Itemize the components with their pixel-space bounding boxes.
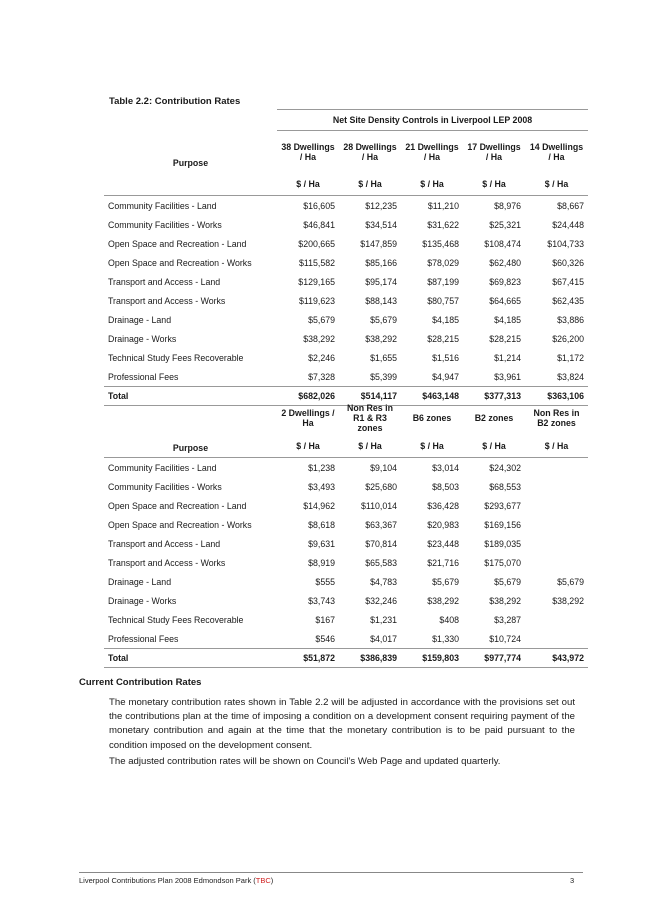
unit-header: $ / Ha [463, 435, 525, 458]
cell-value: $104,733 [547, 238, 584, 249]
table-row [104, 515, 588, 534]
cell-value: $24,448 [552, 219, 584, 230]
cell-value: $3,014 [432, 462, 459, 473]
cell-value: $129,165 [298, 276, 335, 287]
cell-value: $3,493 [308, 481, 335, 492]
total-value: $977,774 [463, 649, 525, 668]
table-row [104, 272, 588, 291]
cell-value: $38,292 [365, 333, 397, 344]
body-paragraph: The adjusted contribution rates will be shown on Council’s Web Page and updated quarterly. [109, 756, 501, 767]
row-label: Open Space and Recreation - Works [108, 257, 252, 268]
cell-value: $115,582 [298, 257, 335, 268]
row-label: Technical Study Fees Recoverable [108, 352, 244, 363]
cell-value [525, 477, 588, 496]
cell-value: $63,367 [365, 519, 397, 530]
column-header: 28 Dwellings / Ha [343, 142, 397, 162]
cell-value [525, 553, 588, 572]
unit-header: $ / Ha [525, 435, 588, 458]
cell-value: $5,679 [494, 576, 521, 587]
unit-header: $ / Ha [277, 173, 339, 196]
row-label: Professional Fees [108, 371, 179, 382]
cell-value: $62,435 [552, 295, 584, 306]
cell-value [525, 610, 588, 629]
cell-value: $3,961 [494, 371, 521, 382]
cell-value: $46,841 [303, 219, 335, 230]
total-value: $463,148 [401, 387, 463, 406]
row-label: Transport and Access - Works [108, 557, 226, 568]
column-header: Non Res in R1 & R3 zones [347, 403, 393, 433]
row-label: Community Facilities - Land [108, 200, 217, 211]
cell-value: $135,468 [422, 238, 459, 249]
group-header: Net Site Density Controls in Liverpool LEP 2008 [277, 110, 588, 131]
total-value: $159,803 [401, 649, 463, 668]
cell-value: $16,605 [303, 200, 335, 211]
cell-value: $8,503 [432, 481, 459, 492]
row-label: Professional Fees [108, 633, 179, 644]
table-row [104, 291, 588, 310]
total-label: Total [104, 387, 277, 406]
cell-value: $108,474 [484, 238, 521, 249]
cell-value: $67,415 [552, 276, 584, 287]
table-row [104, 591, 588, 610]
table-row [104, 253, 588, 272]
cell-value: $189,035 [484, 538, 521, 549]
cell-value: $78,029 [427, 257, 459, 268]
cell-value: $9,104 [370, 462, 397, 473]
cell-value: $95,174 [365, 276, 397, 287]
cell-value: $8,618 [308, 519, 335, 530]
cell-value: $1,516 [432, 352, 459, 363]
cell-value: $5,679 [432, 576, 459, 587]
contribution-rates-table-zones [104, 401, 588, 668]
cell-value: $36,428 [427, 500, 459, 511]
column-header: 17 Dwellings / Ha [467, 142, 521, 162]
unit-header: $ / Ha [401, 435, 463, 458]
row-label: Drainage - Land [108, 576, 172, 587]
cell-value: $5,679 [370, 314, 397, 325]
cell-value: $293,677 [484, 500, 521, 511]
cell-value: $8,667 [557, 200, 584, 211]
row-label: Open Space and Recreation - Works [108, 519, 252, 530]
cell-value: $31,622 [427, 219, 459, 230]
cell-value: $38,292 [303, 333, 335, 344]
row-label: Community Facilities - Works [108, 481, 222, 492]
table-row [104, 534, 588, 553]
footer-text: Liverpool Contributions Plan 2008 Edmondson Park ( [79, 876, 256, 885]
cell-value: $87,199 [427, 276, 459, 287]
cell-value: $1,172 [557, 352, 584, 363]
unit-header: $ / Ha [339, 435, 401, 458]
total-value: $386,839 [339, 649, 401, 668]
footer-close: ) [270, 876, 274, 885]
table-column-header-row [104, 401, 588, 435]
cell-value: $119,623 [298, 295, 335, 306]
cell-value: $70,814 [365, 538, 397, 549]
table-row [104, 496, 588, 515]
cell-value: $23,448 [427, 538, 459, 549]
cell-value: $28,215 [489, 333, 521, 344]
cell-value: $38,292 [489, 595, 521, 606]
unit-header: $ / Ha [277, 435, 339, 458]
cell-value: $4,783 [370, 576, 397, 587]
cell-value: $60,326 [552, 257, 584, 268]
body-paragraph: The monetary contribution rates shown in Table 2.2 will be adjusted in accordance with the provisions set out the contributions plan at the time of imposing a condition on a development consent requiring payment of the monetary contribution and again at the time that the monetary contribution is to be paid pursuant to the condition imposed on the development consent. [109, 697, 575, 751]
row-label: Community Facilities - Land [108, 462, 217, 473]
cell-value: $200,665 [298, 238, 335, 249]
cell-value: $12,235 [365, 200, 397, 211]
unit-header: $ / Ha [525, 173, 588, 196]
cell-value: $555 [315, 576, 335, 587]
cell-value: $25,321 [489, 219, 521, 230]
table-title: Table 2.2: Contribution Rates [109, 96, 241, 107]
table-group-header-row [104, 110, 588, 131]
contribution-rates-table-density [104, 109, 588, 406]
cell-value: $408 [439, 614, 459, 625]
cell-value: $169,156 [484, 519, 521, 530]
cell-value: $20,983 [427, 519, 459, 530]
cell-value: $62,480 [489, 257, 521, 268]
total-row [104, 649, 588, 668]
cell-value: $80,757 [427, 295, 459, 306]
cell-value: $88,143 [365, 295, 397, 306]
column-header: 2 Dwellings / Ha [281, 408, 335, 428]
cell-value: $24,302 [489, 462, 521, 473]
cell-value: $10,724 [489, 633, 521, 644]
total-value: $377,313 [463, 387, 525, 406]
cell-value: $3,886 [557, 314, 584, 325]
cell-value: $1,330 [432, 633, 459, 644]
row-label: Transport and Access - Works [108, 295, 226, 306]
footer-title [79, 876, 273, 885]
cell-value: $34,514 [365, 219, 397, 230]
cell-value: $5,679 [557, 576, 584, 587]
cell-value: $14,962 [303, 500, 335, 511]
section-heading: Current Contribution Rates [79, 677, 202, 688]
table-row [104, 348, 588, 367]
column-header: B2 zones [474, 413, 514, 423]
cell-value: $68,553 [489, 481, 521, 492]
cell-value: $28,215 [427, 333, 459, 344]
cell-value: $2,246 [308, 352, 335, 363]
cell-value [525, 458, 588, 478]
table-row [104, 458, 588, 478]
unit-header: $ / Ha [339, 173, 401, 196]
total-value: $514,117 [339, 387, 401, 406]
purpose-header: Purpose [104, 401, 277, 458]
table-row [104, 329, 588, 348]
cell-value: $5,399 [370, 371, 397, 382]
cell-value: $1,655 [370, 352, 397, 363]
row-label: Open Space and Recreation - Land [108, 238, 247, 249]
table-body [104, 458, 588, 668]
cell-value [525, 515, 588, 534]
cell-value: $110,014 [360, 500, 397, 511]
cell-value: $1,238 [308, 462, 335, 473]
cell-value: $1,214 [494, 352, 521, 363]
column-header: B6 zones [412, 413, 452, 423]
cell-value: $8,976 [494, 200, 521, 211]
cell-value: $38,292 [427, 595, 459, 606]
cell-value: $4,947 [432, 371, 459, 382]
table-row [104, 477, 588, 496]
cell-value: $3,287 [494, 614, 521, 625]
cell-value: $4,185 [432, 314, 459, 325]
cell-value: $69,823 [489, 276, 521, 287]
cell-value: $85,166 [365, 257, 397, 268]
purpose-header: Purpose [104, 131, 277, 196]
row-label: Community Facilities - Works [108, 219, 222, 230]
cell-value: $25,680 [365, 481, 397, 492]
cell-value: $5,679 [308, 314, 335, 325]
row-label: Transport and Access - Land [108, 538, 221, 549]
row-label: Drainage - Land [108, 314, 172, 325]
footer-tbc: TBC [255, 876, 271, 885]
cell-value: $64,665 [489, 295, 521, 306]
total-value: $43,972 [525, 649, 588, 668]
table-body [104, 196, 588, 406]
cell-value: $1,231 [370, 614, 397, 625]
cell-value: $26,200 [552, 333, 584, 344]
table-row [104, 572, 588, 591]
table-row [104, 553, 588, 572]
column-header: 38 Dwellings / Ha [281, 142, 335, 162]
table-row [104, 234, 588, 253]
table-row [104, 196, 588, 216]
table-row [104, 215, 588, 234]
cell-value [525, 629, 588, 649]
column-header: Non Res in B2 zones [533, 408, 580, 428]
row-label: Technical Study Fees Recoverable [108, 614, 244, 625]
cell-value: $38,292 [552, 595, 584, 606]
page-number: 3 [570, 876, 575, 885]
table-row [104, 310, 588, 329]
column-header: 14 Dwellings / Ha [529, 142, 584, 162]
row-label: Transport and Access - Land [108, 276, 221, 287]
total-label: Total [104, 649, 277, 668]
unit-header: $ / Ha [401, 173, 463, 196]
row-label: Open Space and Recreation - Land [108, 500, 247, 511]
cell-value: $167 [315, 614, 335, 625]
cell-value: $7,328 [308, 371, 335, 382]
cell-value: $4,017 [370, 633, 397, 644]
row-label: Drainage - Works [108, 333, 177, 344]
total-value: $682,026 [277, 387, 339, 406]
table-column-header-row [104, 131, 588, 174]
cell-value: $546 [315, 633, 335, 644]
column-header: 21 Dwellings / Ha [405, 142, 459, 162]
total-value: $51,872 [277, 649, 339, 668]
cell-value: $9,631 [308, 538, 335, 549]
row-label: Drainage - Works [108, 595, 177, 606]
cell-value: $65,583 [365, 557, 397, 568]
unit-header: $ / Ha [463, 173, 525, 196]
cell-value: $3,743 [308, 595, 335, 606]
cell-value: $21,716 [427, 557, 459, 568]
cell-value: $11,210 [427, 200, 459, 211]
cell-value [525, 496, 588, 515]
cell-value: $32,246 [365, 595, 397, 606]
cell-value: $3,824 [557, 371, 584, 382]
total-value: $363,106 [525, 387, 588, 406]
cell-value: $8,919 [308, 557, 335, 568]
cell-value: $147,859 [360, 238, 397, 249]
cell-value [525, 534, 588, 553]
footer-divider [79, 872, 583, 873]
table-row [104, 610, 588, 629]
cell-value: $175,070 [484, 557, 521, 568]
cell-value: $4,185 [494, 314, 521, 325]
table-row [104, 367, 588, 387]
table-row [104, 629, 588, 649]
